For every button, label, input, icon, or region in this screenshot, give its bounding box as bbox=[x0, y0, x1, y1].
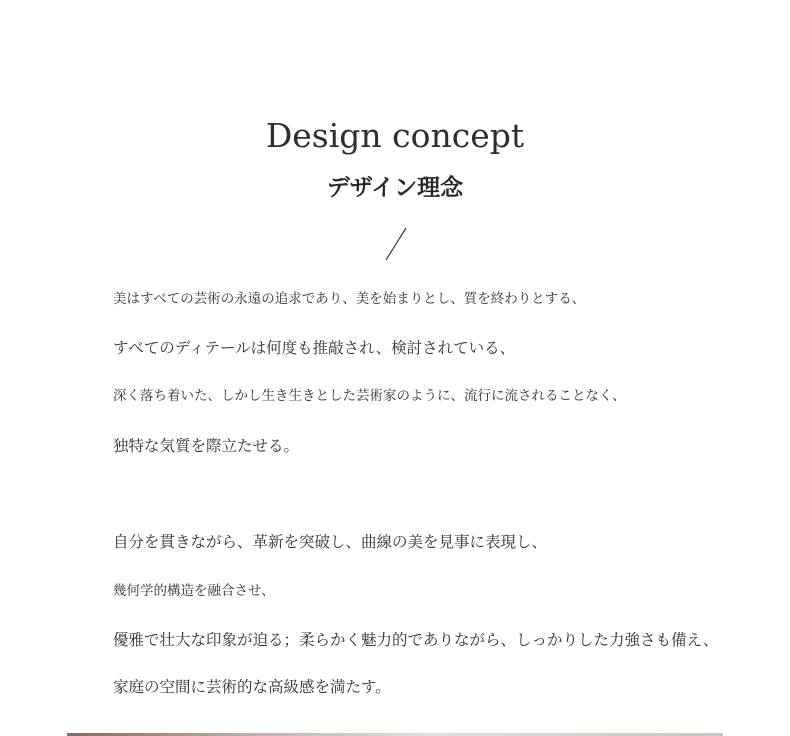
paragraph1-line2: すべてのディテールは何度も推敲され、検討されている、 bbox=[113, 339, 516, 357]
page-title-japanese: デザイン理念 bbox=[326, 175, 464, 201]
paragraph1-line3: 深く落ち着いた、しかし生き生きとした芸術家のように、流行に流されることなく、 bbox=[113, 388, 626, 404]
paragraph2-line3: 優雅で壮大な印象が迫る；柔らかく魅力的でありながら、しっかりした力強さも備え、 bbox=[113, 631, 719, 649]
paragraph1-line1: 美はすべての芸術の永遠の追求であり、美を始まりとし、質を終わりとする、 bbox=[113, 291, 586, 307]
paragraph2-line2: 幾何学的構造を融合させ、 bbox=[113, 583, 275, 599]
paragraph2-line1: 自分を貫きながら、革新を突破し、曲線の美を見事に表現し、 bbox=[113, 533, 548, 551]
paragraph2-line4: 家庭の空間に芸術的な高級感を満たす。 bbox=[113, 678, 391, 696]
paragraph1-line4: 独特な気質を際立たせる。 bbox=[113, 437, 300, 455]
page-title-english: Design concept bbox=[265, 116, 525, 155]
divider-slash-icon bbox=[382, 226, 410, 262]
